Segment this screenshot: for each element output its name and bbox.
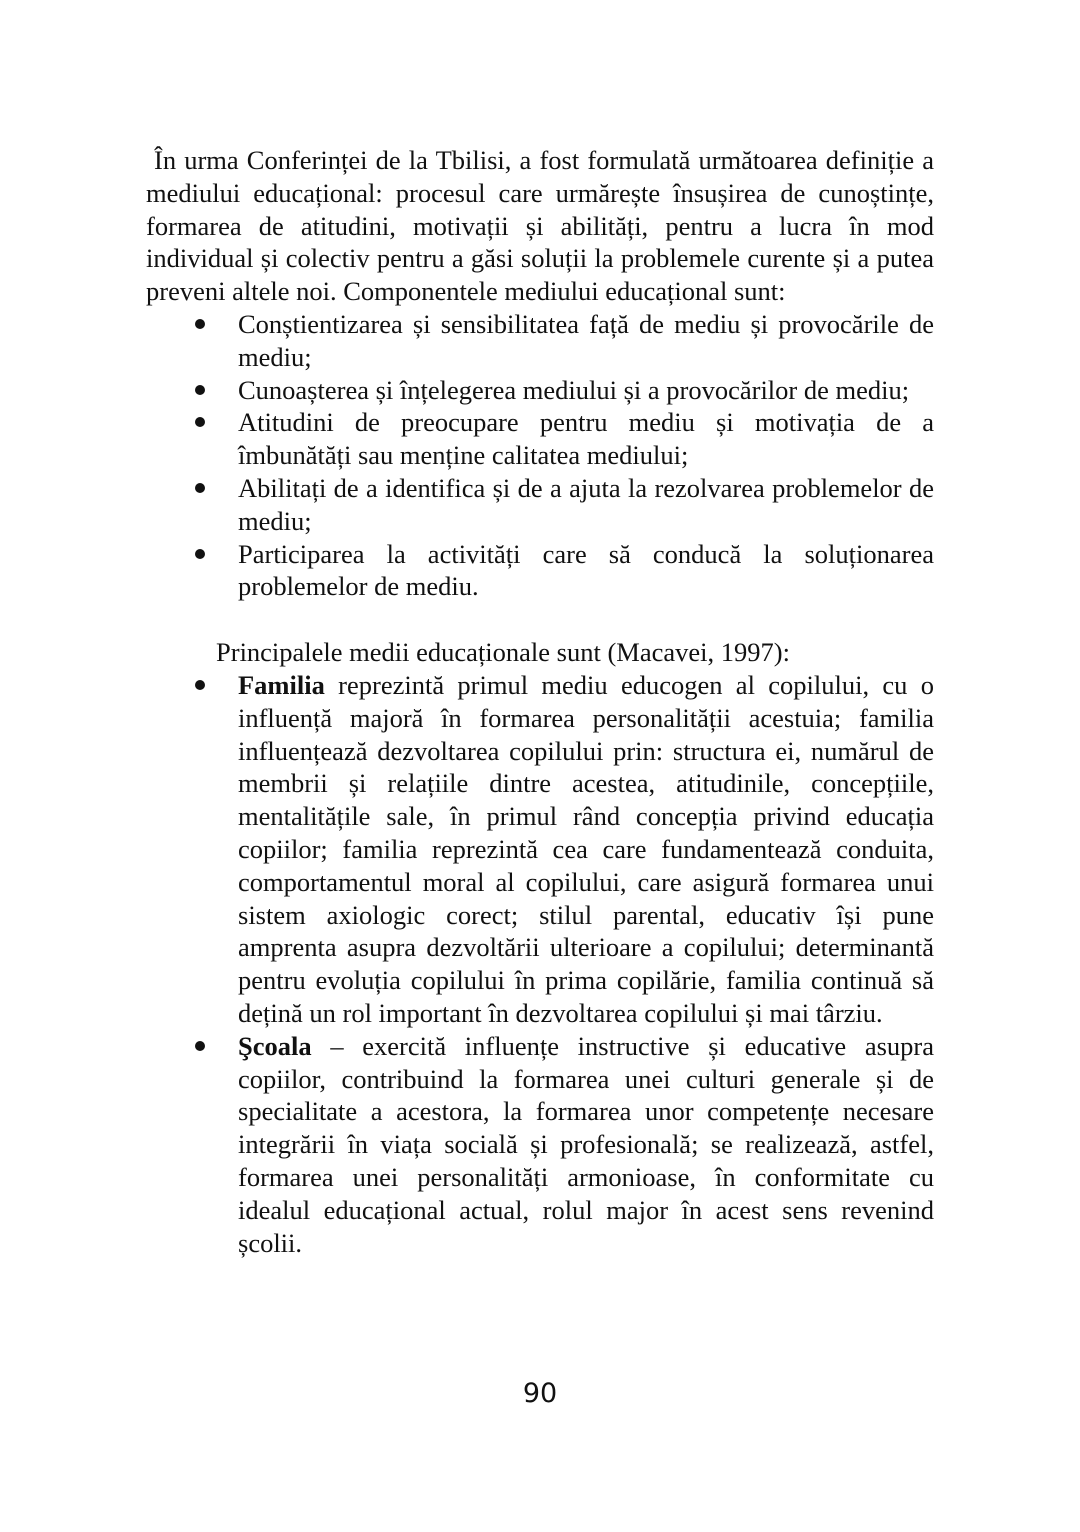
list-item-text: Abilitați de a identifica și de a ajuta la rezolvarea problemelor de mediu; xyxy=(238,472,934,536)
list-item-school xyxy=(146,1030,934,1260)
school-description: – exercită influențe instructive și educative asupra copiilor, contribuind la formarea unei culturi generale și de specialitate a acestora, la formarea unor competențe necesare integrării în viața socială și profesională; se realizează, astfel, formarea unei personalități armonioase, în conformitate cu idealul educațional actual, rolul major în acest sens revenind școlii. xyxy=(238,1030,934,1258)
bullet-icon xyxy=(195,680,205,690)
list-item-text: Atitudini de preocupare pentru mediu și motivația de a îmbunătăți sau menține calitatea mediului; xyxy=(238,407,934,471)
list-item xyxy=(146,538,934,604)
list-item-family xyxy=(146,669,934,1030)
list-item xyxy=(146,406,934,472)
list-item xyxy=(146,374,934,407)
bullet-icon xyxy=(195,1041,205,1051)
page-body xyxy=(146,144,934,1259)
list-item-text: Cunoașterea și înțelegerea mediului și a provocărilor de mediu; xyxy=(238,374,910,405)
components-list xyxy=(146,308,934,603)
term-family: Familia xyxy=(238,669,325,700)
bullet-icon xyxy=(195,483,205,493)
bullet-icon xyxy=(195,417,205,427)
environments-list xyxy=(146,669,934,1259)
term-school: Şcoala xyxy=(238,1030,312,1061)
family-description: reprezintă primul mediu educogen al copilului, cu o influență majoră în formarea personalității acestuia; familia influențează dezvoltarea copilului prin: structura ei, numărul de membrii și relațiile dintre acestea, atitudinile, concepțiile, mentalitățile sale, în primul rând concepția privind educația copiilor; familia reprezintă cea care fundamentează conduita, comportamentul moral al copilului, care asigură formarea unui sistem axiologic corect; stilul parental, educativ își pune amprenta asupra dezvoltării ulterioare a copilului; determinantă pentru evoluția copilului în prima copilărie, familia continuă să dețină un rol important în dezvoltarea copilului și mai târziu. xyxy=(238,669,934,1028)
list-item xyxy=(146,308,934,374)
intro-paragraph: În urma Conferinței de la Tbilisi, a fost formulată următoarea definiție a mediului educațional: procesul care urmărește însușirea de cunoștințe, formarea de atitudini, motivații și abilități, pentru a lucra în mod individual și colectiv pentru a găsi soluții la problemele curente și a putea preveni altele noi. Componentele mediului educațional sunt: xyxy=(146,145,934,307)
environments-lead: Principalele medii educaționale sunt (Macavei, 1997): xyxy=(216,637,790,668)
page-number: 90 xyxy=(522,1378,558,1409)
bullet-icon xyxy=(195,549,205,559)
list-item-text: Conștientizarea și sensibilitatea față de mediu și provocările de mediu; xyxy=(238,308,934,372)
bullet-icon xyxy=(195,385,205,395)
section-spacer xyxy=(146,603,934,636)
list-item xyxy=(146,472,934,538)
list-item-text: Participarea la activități care să conducă la soluționarea problemelor de mediu. xyxy=(238,538,934,602)
bullet-icon xyxy=(195,319,205,329)
